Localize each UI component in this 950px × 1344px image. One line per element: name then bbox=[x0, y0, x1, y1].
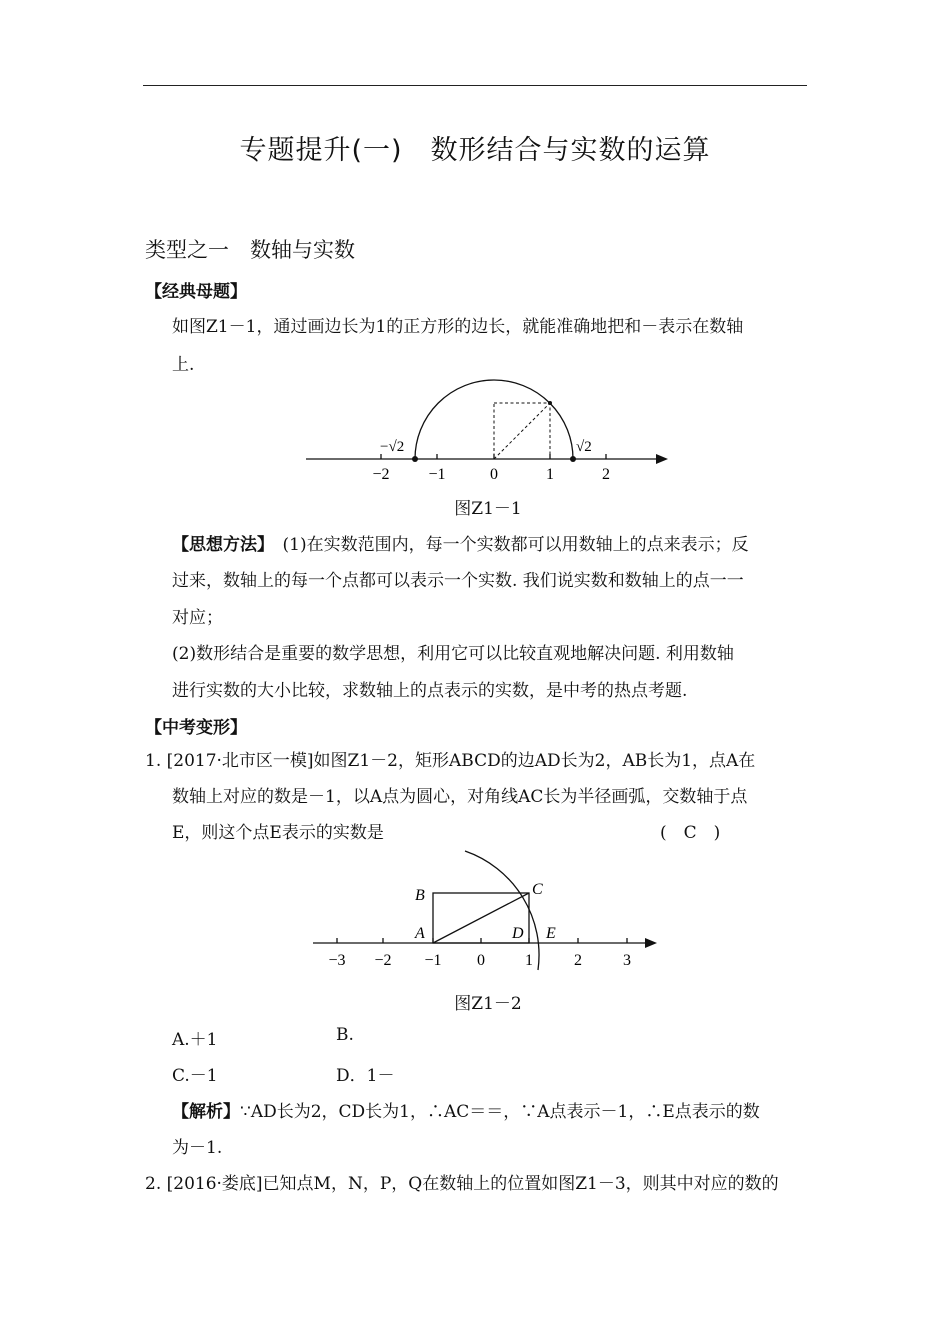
label-c: C bbox=[532, 881, 543, 898]
analysis-line-1 bbox=[172, 1097, 760, 1122]
tick-label: −1 bbox=[428, 466, 446, 483]
figure-z1-1 bbox=[300, 372, 672, 487]
neg-sqrt2-label: −√2 bbox=[380, 439, 405, 455]
tick-label: 0 bbox=[490, 466, 498, 483]
tick-label: 3 bbox=[623, 952, 631, 969]
label-a: A bbox=[415, 925, 425, 942]
classic-text-2: 上. bbox=[172, 355, 195, 375]
q2-line-1: 2. [2016·娄底]已知点M，N，P，Q在数轴上的位置如图Z1－3，则其中对应的数的 bbox=[145, 1174, 779, 1194]
option-d: D．1－ bbox=[336, 1066, 395, 1086]
variant-tag: 【中考变形】 bbox=[145, 718, 247, 738]
method-line-1 bbox=[172, 530, 749, 555]
top-rule bbox=[143, 85, 807, 86]
method-line-3: 对应； bbox=[172, 608, 223, 628]
option-b: B. bbox=[336, 1025, 354, 1045]
label-e: E bbox=[546, 925, 556, 942]
tick-label: 1 bbox=[525, 952, 533, 969]
tick-label: 0 bbox=[477, 952, 485, 969]
option-a: A.＋1 bbox=[172, 1030, 218, 1050]
tick-label: −1 bbox=[424, 952, 442, 969]
method-tag: 【思想方法】 bbox=[172, 535, 266, 555]
option-c: C.－1 bbox=[172, 1066, 218, 1086]
figure-z1-2 bbox=[305, 848, 667, 978]
method-line-5: 进行实数的大小比较，求数轴上的点表示的实数，是中考的热点考题. bbox=[172, 681, 688, 701]
tick-label: 2 bbox=[602, 466, 610, 483]
analysis-text-1: ∵AD长为2，CD长为1，∴AC＝＝，∵A点表示－1，∴E点表示的数 bbox=[240, 1102, 760, 1122]
q1-answer: ( C ) bbox=[660, 823, 721, 843]
tick-label: −3 bbox=[328, 952, 346, 969]
method-line-4: (2)数形结合是重要的数学思想，利用它可以比较直观地解决问题. 利用数轴 bbox=[172, 644, 734, 664]
classic-tag: 【经典母题】 bbox=[145, 282, 247, 302]
analysis-line-2: 为－1. bbox=[172, 1138, 223, 1158]
pos-sqrt2-label: √2 bbox=[576, 439, 592, 455]
method-text-1: (1)在实数范围内，每一个实数都可以用数轴上的点来表示；反 bbox=[282, 535, 749, 555]
analysis-tag: 【解析】 bbox=[172, 1102, 240, 1122]
label-b: B bbox=[415, 887, 425, 904]
q1-line-1: 1. [2017·北市区一模]如图Z1－2，矩形ABCD的边AD长为2，AB长为1，点A在 bbox=[145, 751, 756, 771]
page-title: 专题提升(一) 数形结合与实数的运算 bbox=[239, 135, 711, 166]
figure-caption-z1-2: 图Z1－2 bbox=[454, 994, 522, 1014]
figure-caption-z1-1: 图Z1－1 bbox=[454, 499, 522, 519]
tick-label: −2 bbox=[374, 952, 392, 969]
tick-label: −2 bbox=[372, 466, 390, 483]
section-heading: 类型之一 数轴与实数 bbox=[145, 238, 355, 262]
q1-line-2: 数轴上对应的数是－1，以A点为圆心，对角线AC长为半径画弧，交数轴于点 bbox=[172, 787, 748, 807]
label-d: D bbox=[512, 925, 524, 942]
tick-label: 1 bbox=[546, 466, 554, 483]
classic-text-1: 如图Z1－1，通过画边长为1的正方形的边长，就能准确地把和－表示在数轴 bbox=[172, 317, 744, 337]
tick-label: 2 bbox=[574, 952, 582, 969]
q1-line-3: E，则这个点E表示的实数是 bbox=[172, 823, 384, 843]
method-line-2: 过来，数轴上的每一个点都可以表示一个实数. 我们说实数和数轴上的点一一 bbox=[172, 571, 744, 591]
